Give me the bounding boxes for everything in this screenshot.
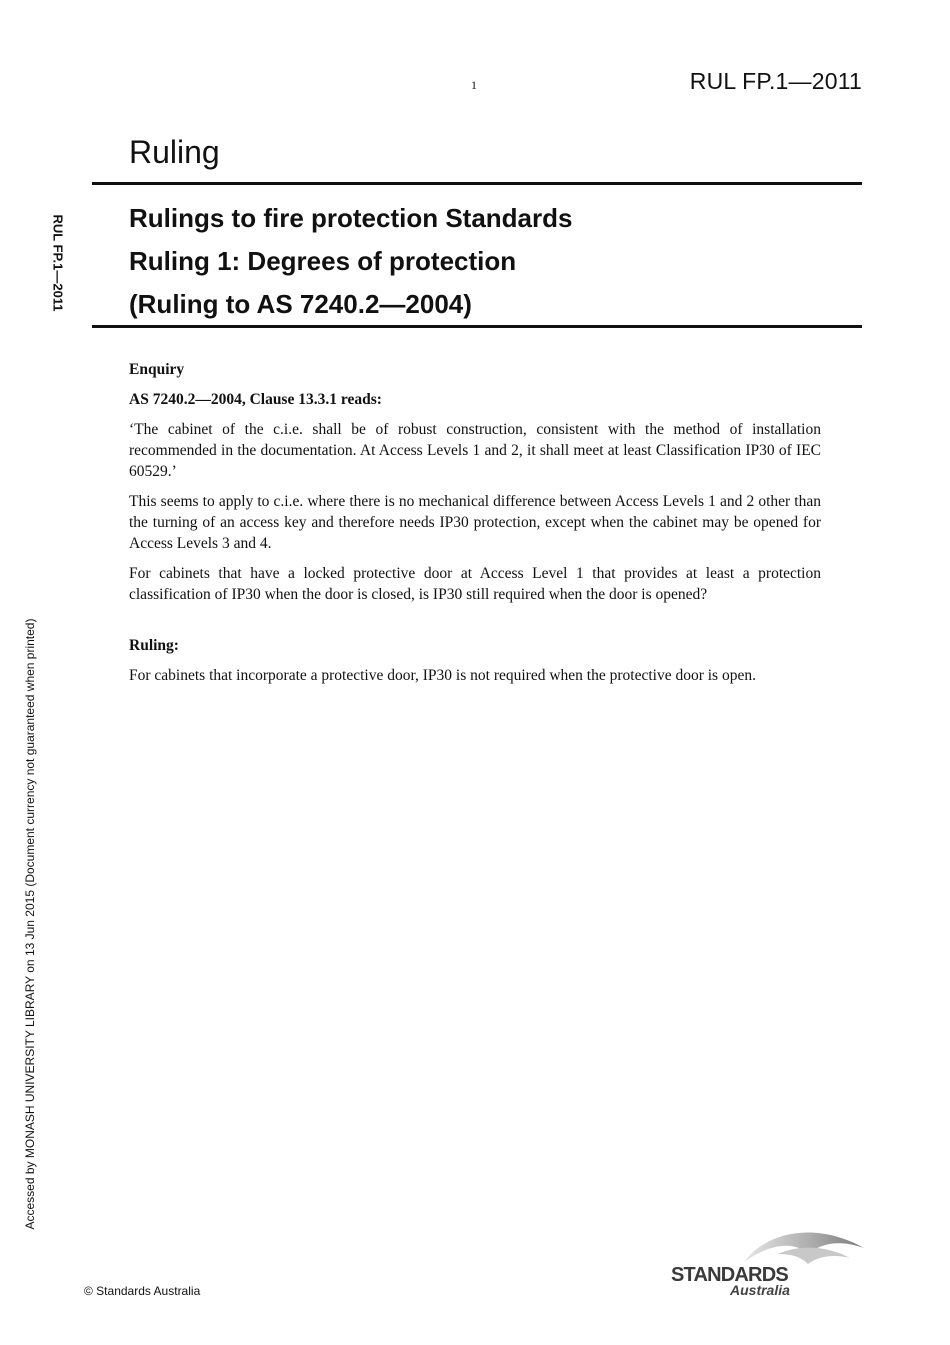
clause-quote: ‘The cabinet of the c.i.e. shall be of robust construction, consistent with the method of installation recommended in the documentation. At Access Levels 1 and 2, it shall meet at least Classification IP30 of IEC 60529.’	[129, 421, 821, 480]
logo-wordmark: STANDARDS	[671, 1264, 788, 1286]
document-type-heading: Ruling	[129, 134, 220, 170]
copyright-notice: © Standards Australia	[84, 1284, 201, 1298]
title-line-1: Rulings to fire protection Standards	[129, 203, 573, 233]
enquiry-paragraph-1: This seems to apply to c.i.e. where there is no mechanical difference between Access Levels 1 and 2 other than the turning of an access key and therefore needs IP30 protection, except when the cabinet may be opened for Access Levels 3 and 4.	[129, 493, 821, 552]
side-document-code: RUL FP.1—2011	[50, 214, 66, 312]
document-body	[129, 359, 821, 695]
logo-subtitle: Australia	[730, 1282, 790, 1298]
ruling-text: For cabinets that incorporate a protective door, IP30 is not required when the protective door is open.	[129, 667, 756, 684]
bottom-divider	[92, 325, 862, 328]
enquiry-paragraph-2: For cabinets that have a locked protective door at Access Level 1 that provides at least a protection classification of IP30 when the door is closed, is IP30 still required when the door is opened?	[129, 565, 821, 603]
title-line-3: (Ruling to AS 7240.2—2004)	[129, 289, 472, 319]
clause-heading: AS 7240.2—2004, Clause 13.3.1 reads:	[129, 391, 382, 408]
title-line-2: Ruling 1: Degrees of protection	[129, 246, 517, 276]
document-title	[129, 197, 572, 326]
top-divider	[92, 182, 862, 185]
ruling-heading: Ruling:	[129, 637, 179, 654]
page-number: 1	[471, 78, 477, 92]
standards-australia-logo	[668, 1224, 868, 1300]
enquiry-heading: Enquiry	[129, 361, 185, 378]
access-notice: Accessed by MONASH UNIVERSITY LIBRARY on 13 Jun 2015 (Document currency not guaranteed when printed)	[23, 618, 37, 1230]
document-code: RUL FP.1—2011	[689, 68, 862, 94]
